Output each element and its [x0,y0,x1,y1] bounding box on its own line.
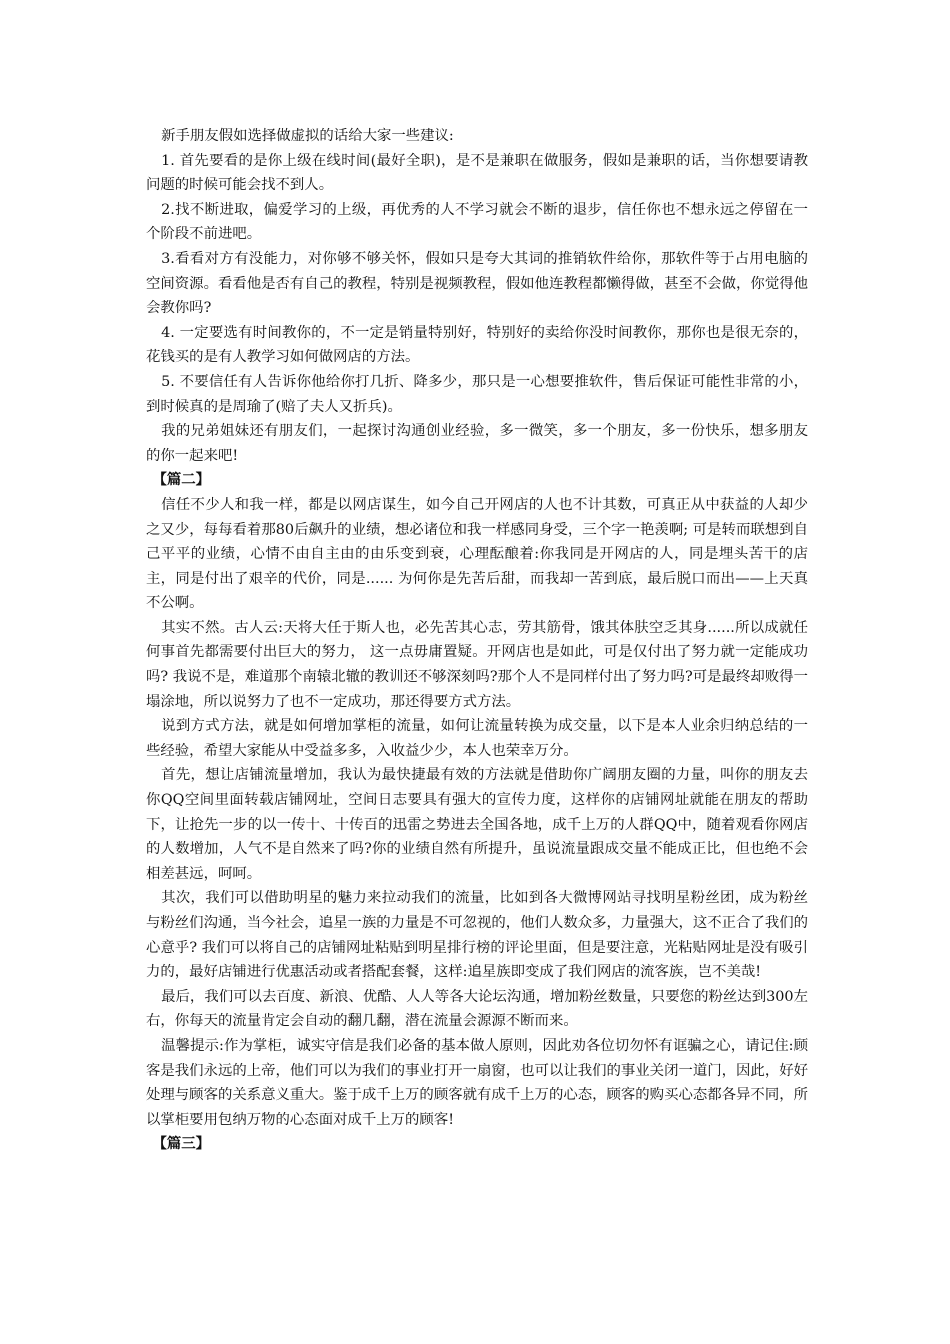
section2-paragraph-1: 信任不少人和我一样，都是以网店谋生，如今自己开网店的人也不计其数，可真正从中获益的人却少之又少，每每看着那80后飙升的业绩，想必诸位和我一样感同身受，三个字一艳羡啊; 可是转而联想到自己平平的业绩，心情不由自主由的由乐变到衰，心理酝酿着:你我同是开网店的人，同是埋头苦干的店主，同是付出了艰辛的代价，同是...... 为何你是先苦后甜，而我却一苦到底，最后脱口而出——上天真不公啊。 [146,496,808,612]
section2-paragraph-3: 说到方式方法，就是如何增加掌柜的流量，如何让流量转换为成交量，以下是本人业余归纳总结的一些经验，希望大家能从中受益多多，入收益少少，本人也荣幸万分。 [146,718,808,759]
intro-paragraph: 新手朋友假如选择做虚拟的话给大家一些建议: [161,128,454,144]
document-page [146,124,808,1157]
closing-paragraph: 我的兄弟姐妹还有朋友们，一起探讨沟通创业经验，多一微笑，多一个朋友，多一份快乐，想多朋友的你一起来吧! [146,423,808,464]
section2-paragraph-4: 首先，想让店铺流量增加，我认为最快捷最有效的方法就是借助你广阔朋友圈的力量，叫你的朋友去你QQ空间里面转载店铺网址，空间日志要具有强大的宣传力度，这样你的店铺网址就能在朋友的帮助下，让抢先一步的以一传十、十传百的迅雷之势进去全国各地，成千上万的人群QQ中，随着观看你网店的人数增加，人气不是自然来了吗?你的业绩自然有所提升，虽说流量跟成交量不能成正比，但也绝不会相差甚远，呵呵。 [146,767,808,882]
section2-paragraph-2: 其实不然。古人云:天将大任于斯人也，必先苦其心志，劳其筋骨，饿其体肤空乏其身......所以成就任何事首先都需要付出巨大的努力， 这一点毋庸置疑。开网店也是如此，可是仅付出了努力就一定能成功吗? 我说不是，难道那个南辕北辙的教训还不够深刻吗?那个人不是同样付出了努力吗?可是最终却败得一塌涂地，所以说努力了也不一定成功，那还得要方式方法。 [146,619,808,710]
tip-paragraph-4: 4. 一定要选有时间教你的，不一定是销量特别好，特别好的卖给你没时间教你，那你也是很无奈的，花钱买的是有人教学习如何做网店的方法。 [146,324,808,366]
tip-paragraph-2: 2.找不断进取，偏爱学习的上级，再优秀的人不学习就会不断的退步，信任你也不想永远之停留在一个阶段不前进吧。 [146,201,808,243]
section-heading-3: 【篇三】 [152,1135,211,1153]
section2-paragraph-6: 最后，我们可以去百度、新浪、优酷、人人等各大论坛沟通，增加粉丝数量，只要您的粉丝达到300左右，你每天的流量肯定会自动的翻几翻，潜在流量会源源不断而来。 [146,988,808,1030]
tip-paragraph-5: 5. 不要信任有人告诉你他给你打几折、降多少，那只是一心想要推软件，售后保证可能性非常的小，到时候真的是周瑜了(赔了夫人又折兵)。 [146,373,808,415]
tip-paragraph-3: 3.看看对方有没能力，对你够不够关怀，假如只是夸大其词的推销软件给你，那软件等于占用电脑的空间资源。看看他是否有自己的教程，特别是视频教程，假如他连教程都懒得做，甚至不会做，你觉得他会教你吗? [146,250,808,317]
section2-paragraph-7: 温馨提示:作为掌柜，诚实守信是我们必备的基本做人原则，因此劝各位切勿怀有诓骗之心，请记住:顾客是我们永远的上帝，他们可以为我们的事业打开一扇窗，也可以让我们的事业关闭一道门，因此，好好处理与顾客的关系意义重大。鉴于成千上万的顾客就有成千上万的心态，顾客的购买心态都各异不同，所以掌柜要用包纳万物的心态面对成千上万的顾客! [146,1037,808,1128]
section-heading-2: 【篇二】 [152,471,211,489]
section2-paragraph-5: 其次，我们可以借助明星的魅力来拉动我们的流量，比如到各大微博网站寻找明星粉丝团，成为粉丝与粉丝们沟通，当今社会，追星一族的力量是不可忽视的，他们人数众多，力量强大，这不正合了我们的心意乎? 我们可以将自己的店铺网址粘贴到明星排行榜的评论里面，但是要注意，光粘贴网址是没有吸引力的，最好店铺进行优惠活动或者搭配套餐，这样:追星族即变成了我们网店的流客族，岂不美哉! [146,890,808,981]
tip-paragraph-1: 1. 首先要看的是你上级在线时间(最好全职)，是不是兼职在做服务，假如是兼职的话，当你想要请教问题的时候可能会找不到人。 [146,152,808,194]
